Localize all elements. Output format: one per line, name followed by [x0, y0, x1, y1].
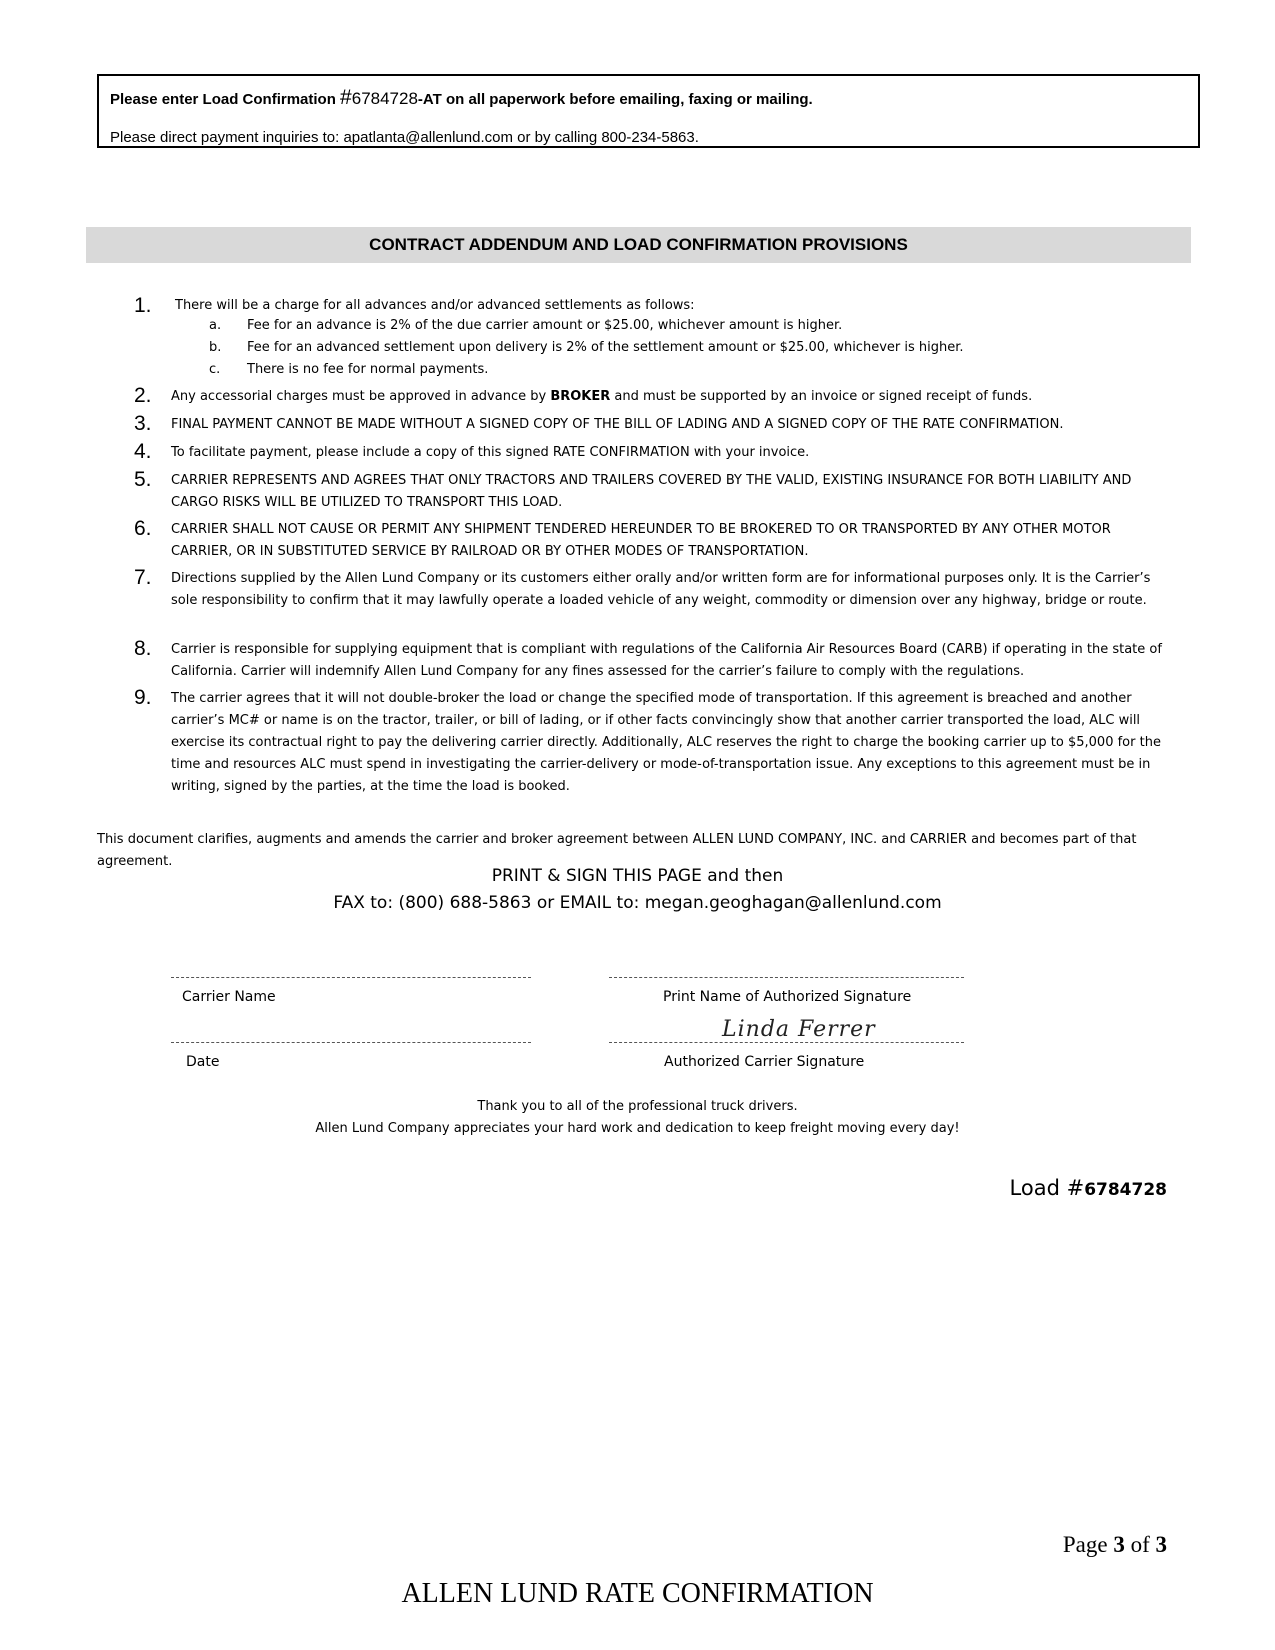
sub-item-text: Fee for an advanced settlement upon delivery is 2% of the settlement amount or $25.00, whichever is higher. — [247, 340, 964, 355]
footer-title: ALLEN LUND RATE CONFIRMATION — [401, 1578, 874, 1609]
provision-number: 6. — [134, 517, 152, 540]
provision-text: Any accessorial charges must be approved in advance by BROKER and must be supported by an invoice or signed receipt of funds. — [171, 389, 1033, 404]
load-label: Load # — [1009, 1176, 1085, 1200]
sub-item-text: There is no fee for normal payments. — [247, 362, 489, 377]
provision-text: CARRIER SHALL NOT CAUSE OR PERMIT ANY SHIPMENT TENDERED HEREUNDER TO BE BROKERED TO OR TRANSPORTED BY ANY OTHER MOTOR CARRIER, OR IN SUBSTITUTED SERVICE BY RAILROAD OR BY OTHER MODES OF TRANSPORTATION. — [171, 522, 1111, 559]
broker-emphasis: BROKER — [550, 389, 611, 404]
page-total: 3 — [1155, 1532, 1167, 1557]
provision-text: To facilitate payment, please include a copy of this signed RATE CONFIRMATION with your invoice. — [171, 445, 810, 460]
notice-prefix: Please enter Load Confirmation — [110, 91, 341, 108]
load-confirmation-notice — [97, 74, 1200, 148]
print-name-line[interactable] — [609, 977, 964, 978]
provision-text: Carrier is responsible for supplying equipment that is compliant with regulations of the California Air Resources Board (CARB) if operating in the state of California. Carrier will indemnify Allen Lund Company for any fines assessed for the carrier’s failure to comply with the regulations. — [171, 642, 1162, 679]
provision-text: CARRIER REPRESENTS AND AGREES THAT ONLY TRACTORS AND TRAILERS COVERED BY THE VALID, EXISTING INSURANCE FOR BOTH LIABILITY AND CARGO RISKS WILL BE UTILIZED TO TRANSPORT THIS LOAD. — [171, 473, 1132, 510]
print-sign-line-2: FAX to: (800) 688-5863 or EMAIL to: megan.geoghagan@allenlund.com — [333, 893, 942, 913]
signature-line[interactable] — [609, 1042, 964, 1043]
date-label: Date — [186, 1054, 220, 1070]
load-number — [1010, 1176, 1167, 1200]
provision-number: 4. — [134, 440, 152, 463]
provision-number: 3. — [134, 412, 152, 435]
print-sign-line-1: PRINT & SIGN THIS PAGE and then — [491, 866, 784, 886]
provision-text: FINAL PAYMENT CANNOT BE MADE WITHOUT A SIGNED COPY OF THE BILL OF LADING AND A SIGNED COPY OF THE RATE CONFIRMATION. — [171, 417, 1064, 432]
provision-number: 9. — [134, 686, 152, 709]
handwritten-signature: Linda Ferrer — [722, 1017, 876, 1042]
sub-item-letter: a. — [209, 318, 222, 333]
print-name-label: Print Name of Authorized Signature — [663, 989, 912, 1005]
thanks-line-1: Thank you to all of the professional truck drivers. — [477, 1099, 798, 1114]
authorized-signature-label: Authorized Carrier Signature — [664, 1054, 865, 1070]
page-number: Page 3 of 3 — [1062, 1532, 1167, 1557]
notice-load-number: 6784728 — [351, 89, 418, 108]
notice-hash: # — [340, 86, 352, 109]
provision-number: 8. — [134, 637, 152, 660]
provision-number: 7. — [134, 566, 152, 589]
provision-number: 5. — [134, 468, 152, 491]
sub-item-letter: b. — [209, 340, 222, 355]
provision-text: There will be a charge for all advances and/or advanced settlements as follows: — [175, 298, 695, 313]
date-line[interactable] — [171, 1042, 531, 1043]
load-number-value: 6784728 — [1084, 1180, 1167, 1200]
notice-line-2: Please direct payment inquiries to: apatlanta@allenlund.com or by calling 800-234-5863. — [110, 129, 699, 146]
page-current: 3 — [1113, 1532, 1125, 1557]
sub-item-text: Fee for an advance is 2% of the due carrier amount or $25.00, whichever amount is higher. — [247, 318, 843, 333]
provision-number: 2. — [134, 384, 152, 407]
notice-suffix: -AT on all paperwork before emailing, faxing or mailing. — [417, 91, 813, 108]
notice-line-1 — [110, 86, 813, 110]
carrier-name-label: Carrier Name — [182, 989, 276, 1005]
sub-item-letter: c. — [209, 362, 221, 377]
carrier-name-line[interactable] — [171, 977, 531, 978]
clarification-paragraph: This document clarifies, augments and amends the carrier and broker agreement between ALLEN LUND COMPANY, INC. and CARRIER and becomes part of that agreement. — [97, 832, 1137, 869]
provision-text: Directions supplied by the Allen Lund Company or its customers either orally and/or written form are for informational purposes only. It is the Carrier’s sole responsibility to confirm that it may lawfully operate a loaded vehicle of any weight, commodity or dimension over any highway, bridge or route. — [171, 571, 1151, 608]
provision-text: The carrier agrees that it will not double-broker the load or change the specified mode of transportation. If this agreement is breached and another carrier’s MC# or name is on the tractor, trailer, or bill of lading, or if other facts convincingly show that another carrier transported the load, ALC will exercise its contractual right to pay the delivering carrier directly. Additionally, ALC reserves the right to charge the booking carrier up to $5,000 for the time and resources ALC must spend in investigating the carrier-delivery or mode-of-transportation issue. Any exceptions to this agreement must be in writing, signed by the parties, at the time the load is booked. — [171, 691, 1161, 794]
provision-number: 1. — [134, 294, 152, 317]
thanks-line-2: Allen Lund Company appreciates your hard work and dedication to keep freight moving every day! — [315, 1121, 960, 1136]
section-title: CONTRACT ADDENDUM AND LOAD CONFIRMATION PROVISIONS — [86, 227, 1191, 263]
